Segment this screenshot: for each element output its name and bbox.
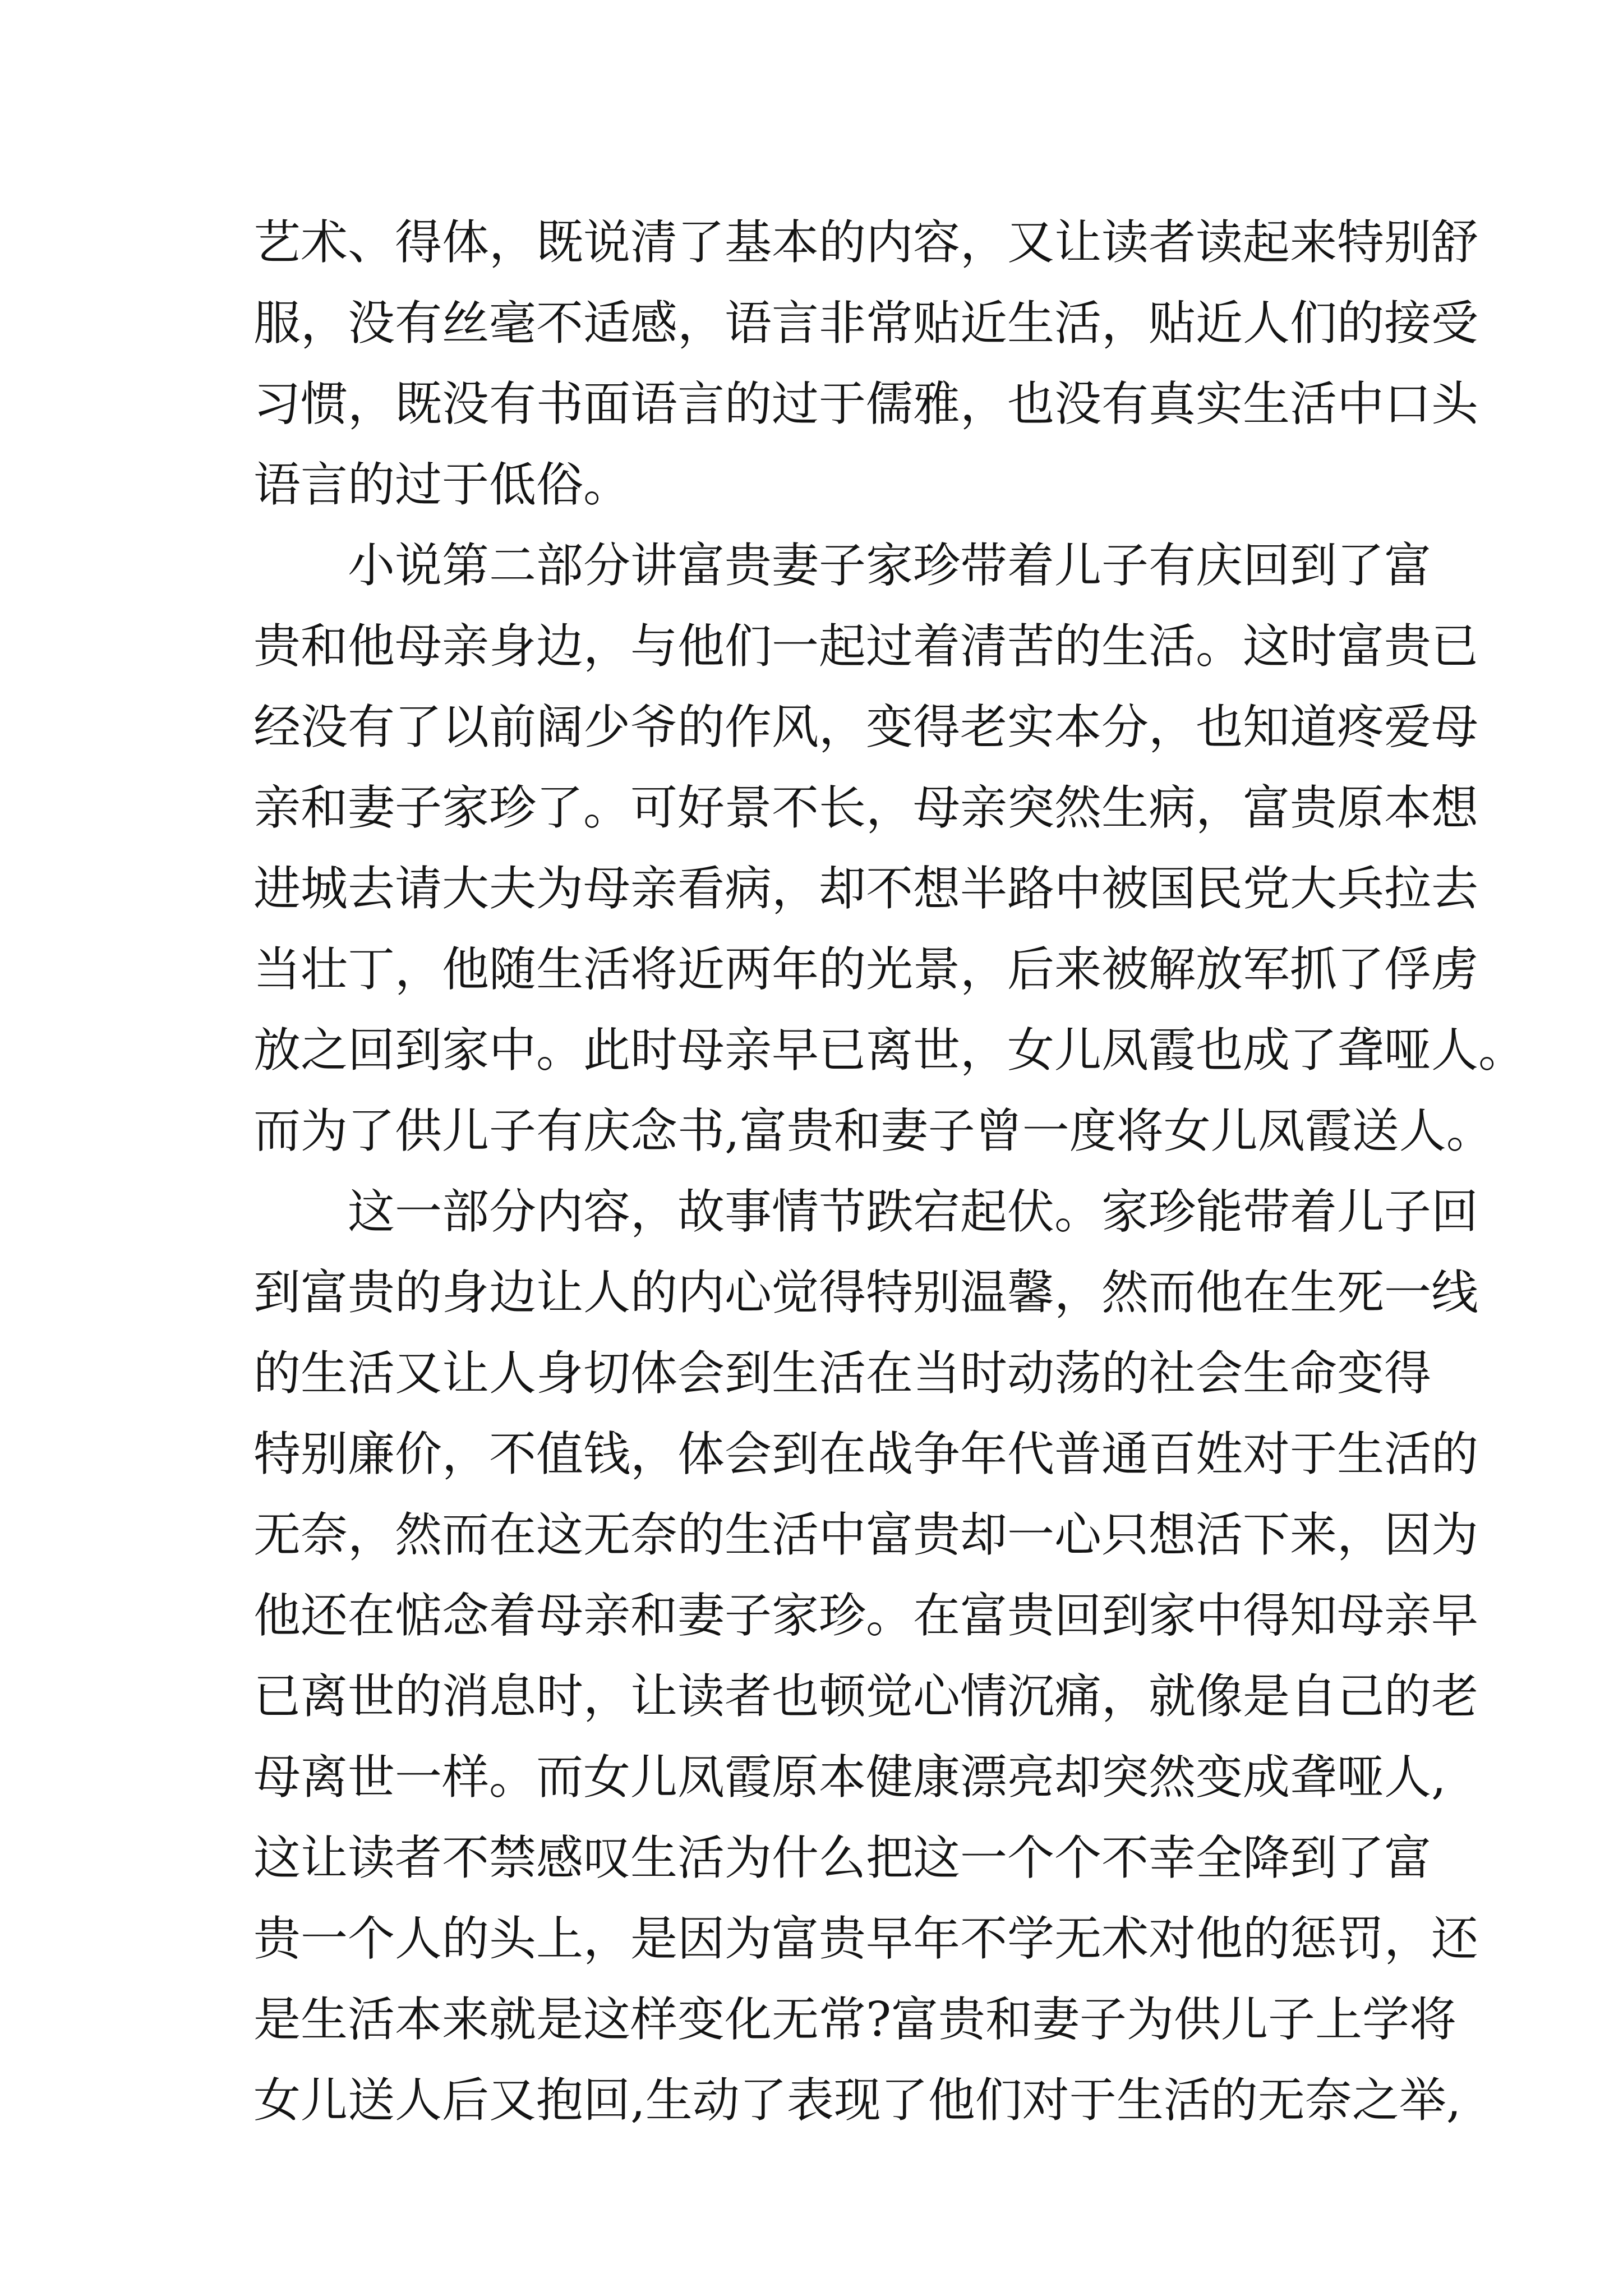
text-line: 特别廉价，不值钱，体会到在战争年代普通百姓对于生活的 [253, 1427, 1479, 1481]
text-line: 进城去请大夫为母亲看病，却不想半路中被国民党大兵拉去 [253, 861, 1479, 916]
text-line: 习惯，既没有书面语言的过于儒雅，也没有真实生活中口头 [253, 376, 1479, 431]
paragraph-first-line: 这一部分内容，故事情节跌宕起伏。家珍能带着儿子回 [348, 1184, 1479, 1239]
text-line: 而为了供儿子有庆念书,富贵和妻子曾一度将女儿凤霞送人。 [253, 1103, 1493, 1158]
text-line: 无奈，然而在这无奈的生活中富贵却一心只想活下来，因为 [253, 1507, 1479, 1562]
text-line: 艺术、得体，既说清了基本的内容，又让读者读起来特别舒 [253, 215, 1479, 270]
text-line: 他还在惦念着母亲和妻子家珍。在富贵回到家中得知母亲早 [253, 1588, 1479, 1643]
text-line: 已离世的消息时，让读者也顿觉心情沉痛，就像是自己的老 [253, 1669, 1479, 1724]
text-line: 到富贵的身边让人的内心觉得特别温馨，然而他在生死一线 [253, 1265, 1479, 1320]
text-line: 的生活又让人身切体会到生活在当时动荡的社会生命变得 [253, 1346, 1432, 1401]
text-line: 贵和他母亲身边，与他们一起过着清苦的生活。这时富贵已 [253, 619, 1479, 674]
text-line: 经没有了以前阔少爷的作风，变得老实本分，也知道疼爱母 [253, 700, 1479, 754]
text-line: 语言的过于低俗。 [253, 457, 631, 512]
text-line: 服，没有丝毫不适感，语言非常贴近生活，贴近人们的接受 [253, 296, 1479, 351]
text-line: 母离世一样。而女儿凤霞原本健康漂亮却突然变成聋哑人, [253, 1750, 1446, 1805]
text-line: 贵一个人的头上，是因为富贵早年不学无术对他的惩罚，还 [253, 1911, 1479, 1966]
text-line: 放之回到家中。此时母亲早已离世，女儿凤霞也成了聋哑人。 [253, 1023, 1526, 1078]
body-text [253, 202, 1526, 2141]
paragraph-first-line: 小说第二部分讲富贵妻子家珍带着儿子有庆回到了富 [348, 538, 1432, 593]
text-line: 当壮丁，他随生活将近两年的光景，后来被解放军抓了俘虏 [253, 942, 1479, 997]
text-line: 亲和妻子家珍了。可好景不长，母亲突然生病，富贵原本想 [253, 780, 1479, 835]
text-line: 是生活本来就是这样变化无常?富贵和妻子为供儿子上学将 [253, 1992, 1457, 2047]
text-line: 女儿送人后又抱回,生动了表现了他们对于生活的无奈之举, [253, 2073, 1461, 2128]
text-line: 这让读者不禁感叹生活为什么把这一个个不幸全降到了富 [253, 1830, 1432, 1885]
